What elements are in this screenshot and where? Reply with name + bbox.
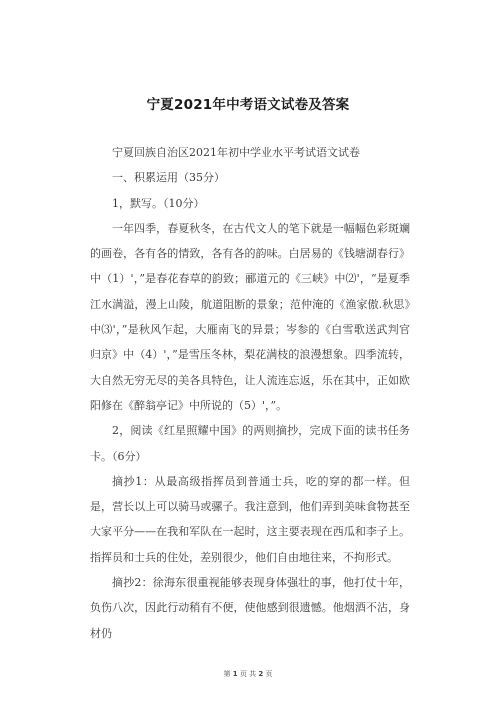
footer-page-number: 1 — [232, 670, 238, 678]
document-title: 宁夏2021年中考语文试卷及答案 — [146, 97, 350, 113]
footer-middle: 页 共 — [239, 670, 257, 678]
footer-prefix: 第 — [223, 670, 231, 678]
footer-suffix: 页 — [265, 670, 273, 678]
footer-page-total: 2 — [258, 670, 264, 678]
paragraph-question-1-text: 一年四季，春夏秋冬，在古代文人的笔下就是一幅幅色彩斑斓的画卷，各有各的情致，各有各的韵味。白居易的《钱塘湖春行》中（1）'，”是春花春草的韵致；郦道元的《三峡》中⑵'，“是夏季江水满溢，漫上山陵，航道阻断的景象；范仲淹的《渔家傲.秋思》中⑶'，”是秋风乍起，大雁南飞的异景；岑参的《白雪歌送武判官归京》中（4）'，”是雪压冬林，梨花满枝的浪漫想象。四季流转，大自然无穷无尽的美各具特色，让人流连忘返，乐在其中，正如欧阳修在《醉翁亭记》中所说的（5）'，”。 — [90, 221, 410, 412]
paragraph-section-heading: 一、积累运用（35分） — [112, 171, 225, 185]
paragraph-question-2: 2，阅读《红星照耀中国》的两则摘抄，完成下面的读书任务卡。（6分） — [90, 424, 410, 463]
paragraph-question-1: 1，默写。（10分） — [112, 196, 205, 210]
page-footer — [0, 669, 496, 679]
paragraph-excerpt-2: 摘抄2：徐海东很重视能够表现身体强壮的事，他打仗十年，负伤八次，因此行动稍有不便，使他感到很遗憾。他烟酒不沾，身材仍 — [90, 576, 410, 640]
paragraph-excerpt-1: 摘抄1：从最高级指挥员到普通士兵，吃的穿的都一样。但是，营长以上可以骑马或骡子。我注意到，他们弄到美味食物甚至大家平分——在我和军队在一起时，这主要表现在西瓜和李子上。指挥员和士兵的住处，差别很少，他们自由地往来，不拘形式。 — [90, 474, 410, 564]
document-body — [90, 140, 410, 646]
paragraph-exam-name: 宁夏回族自治区2021年初中学业水平考试语文试卷 — [112, 146, 360, 159]
